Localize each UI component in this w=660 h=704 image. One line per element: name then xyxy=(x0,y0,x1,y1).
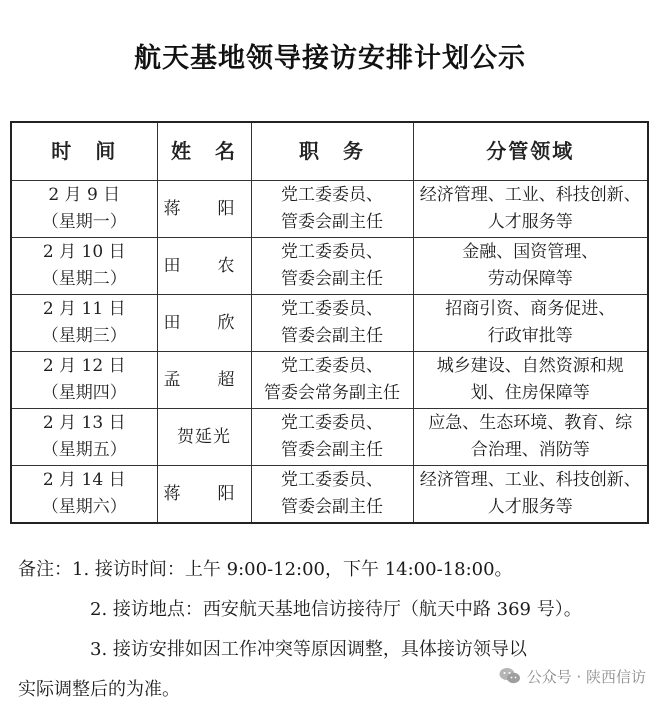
schedule-table xyxy=(10,121,649,524)
date-text: 2 月 11 日 xyxy=(42,299,126,319)
position-line-2: 管委会副主任 xyxy=(281,497,383,517)
cell-area xyxy=(413,295,648,352)
header-time: 时 间 xyxy=(11,122,157,181)
cell-name: 蒋 阳 xyxy=(157,466,251,524)
area-line-2: 行政审批等 xyxy=(487,326,573,346)
cell-name: 孟 超 xyxy=(157,352,251,409)
cell-name: 蒋 阳 xyxy=(157,181,251,238)
table-row xyxy=(11,466,648,524)
area-line-1: 经济管理、工业、科技创新、 xyxy=(419,470,641,490)
cell-position xyxy=(251,352,413,409)
weekday-text: （星期六） xyxy=(41,497,127,517)
weekday-text: （星期二） xyxy=(41,269,127,289)
area-line-1: 经济管理、工业、科技创新、 xyxy=(419,185,641,205)
weekday-text: （星期三） xyxy=(41,326,127,346)
cell-area xyxy=(413,238,648,295)
header-position: 职 务 xyxy=(251,122,413,181)
cell-date xyxy=(11,352,157,409)
area-line-2: 人才服务等 xyxy=(487,497,573,517)
weekday-text: （星期一） xyxy=(41,212,127,232)
date-text: 2 月 14 日 xyxy=(42,470,126,490)
position-line-1: 党工委委员、 xyxy=(281,299,383,319)
cell-date xyxy=(11,409,157,466)
area-line-2: 人才服务等 xyxy=(487,212,573,232)
area-line-2: 合治理、消防等 xyxy=(470,440,590,460)
position-line-1: 党工委委员、 xyxy=(281,470,383,490)
area-line-1: 城乡建设、自然资源和规 xyxy=(436,356,624,376)
note-adjust: 3. 接访安排如因工作冲突等原因调整，具体接访领导以 xyxy=(90,639,527,660)
area-line-1: 应急、生态环境、教育、综 xyxy=(428,413,633,433)
position-line-1: 党工委委员、 xyxy=(281,356,383,376)
note-location: 2. 接访地点：西安航天基地信访接待厅（航天中路 369 号）。 xyxy=(90,599,582,620)
cell-position xyxy=(251,409,413,466)
watermark xyxy=(499,664,646,688)
note-time: 备注：1. 接访时间：上午 9:00-12:00，下午 14:00-18:00。 xyxy=(18,559,513,580)
position-line-2: 管委会副主任 xyxy=(281,269,383,289)
date-text: 2 月 9 日 xyxy=(48,185,121,205)
watermark-text: 公众号 · 陕西信访 xyxy=(526,667,646,686)
weekday-text: （星期四） xyxy=(41,383,127,403)
area-line-1: 招商引资、商务促进、 xyxy=(445,299,616,319)
cell-position xyxy=(251,466,413,524)
position-line-1: 党工委委员、 xyxy=(281,185,383,205)
note-adjust-cont: 实际调整后的为准。 xyxy=(18,679,180,700)
position-line-2: 管委会副主任 xyxy=(281,440,383,460)
wechat-icon xyxy=(499,667,521,685)
position-line-1: 党工委委员、 xyxy=(281,413,383,433)
date-text: 2 月 10 日 xyxy=(42,242,126,262)
cell-position xyxy=(251,181,413,238)
cell-name: 贺延光 xyxy=(157,409,251,466)
position-line-2: 管委会副主任 xyxy=(281,212,383,232)
date-text: 2 月 12 日 xyxy=(42,356,126,376)
cell-area xyxy=(413,352,648,409)
area-line-2: 划、住房保障等 xyxy=(470,383,590,403)
area-line-2: 劳动保障等 xyxy=(487,269,573,289)
table-row xyxy=(11,409,648,466)
cell-area xyxy=(413,466,648,524)
position-line-1: 党工委委员、 xyxy=(281,242,383,262)
position-line-2: 管委会副主任 xyxy=(281,326,383,346)
cell-position xyxy=(251,238,413,295)
area-line-1: 金融、国资管理、 xyxy=(462,242,599,262)
cell-name: 田 欣 xyxy=(157,295,251,352)
cell-area xyxy=(413,409,648,466)
table-row xyxy=(11,181,648,238)
date-text: 2 月 13 日 xyxy=(42,413,126,433)
table-header-row xyxy=(11,122,648,181)
position-line-2: 管委会常务副主任 xyxy=(264,383,400,403)
cell-name: 田 农 xyxy=(157,238,251,295)
weekday-text: （星期五） xyxy=(41,440,127,460)
table-row xyxy=(11,238,648,295)
page-title: 航天基地领导接访安排计划公示 xyxy=(134,43,526,74)
cell-area xyxy=(413,181,648,238)
cell-date xyxy=(11,295,157,352)
cell-date xyxy=(11,181,157,238)
cell-date xyxy=(11,466,157,524)
cell-position xyxy=(251,295,413,352)
table-row xyxy=(11,352,648,409)
header-name: 姓 名 xyxy=(157,122,251,181)
cell-date xyxy=(11,238,157,295)
table-row xyxy=(11,295,648,352)
header-area: 分管领域 xyxy=(413,122,648,181)
